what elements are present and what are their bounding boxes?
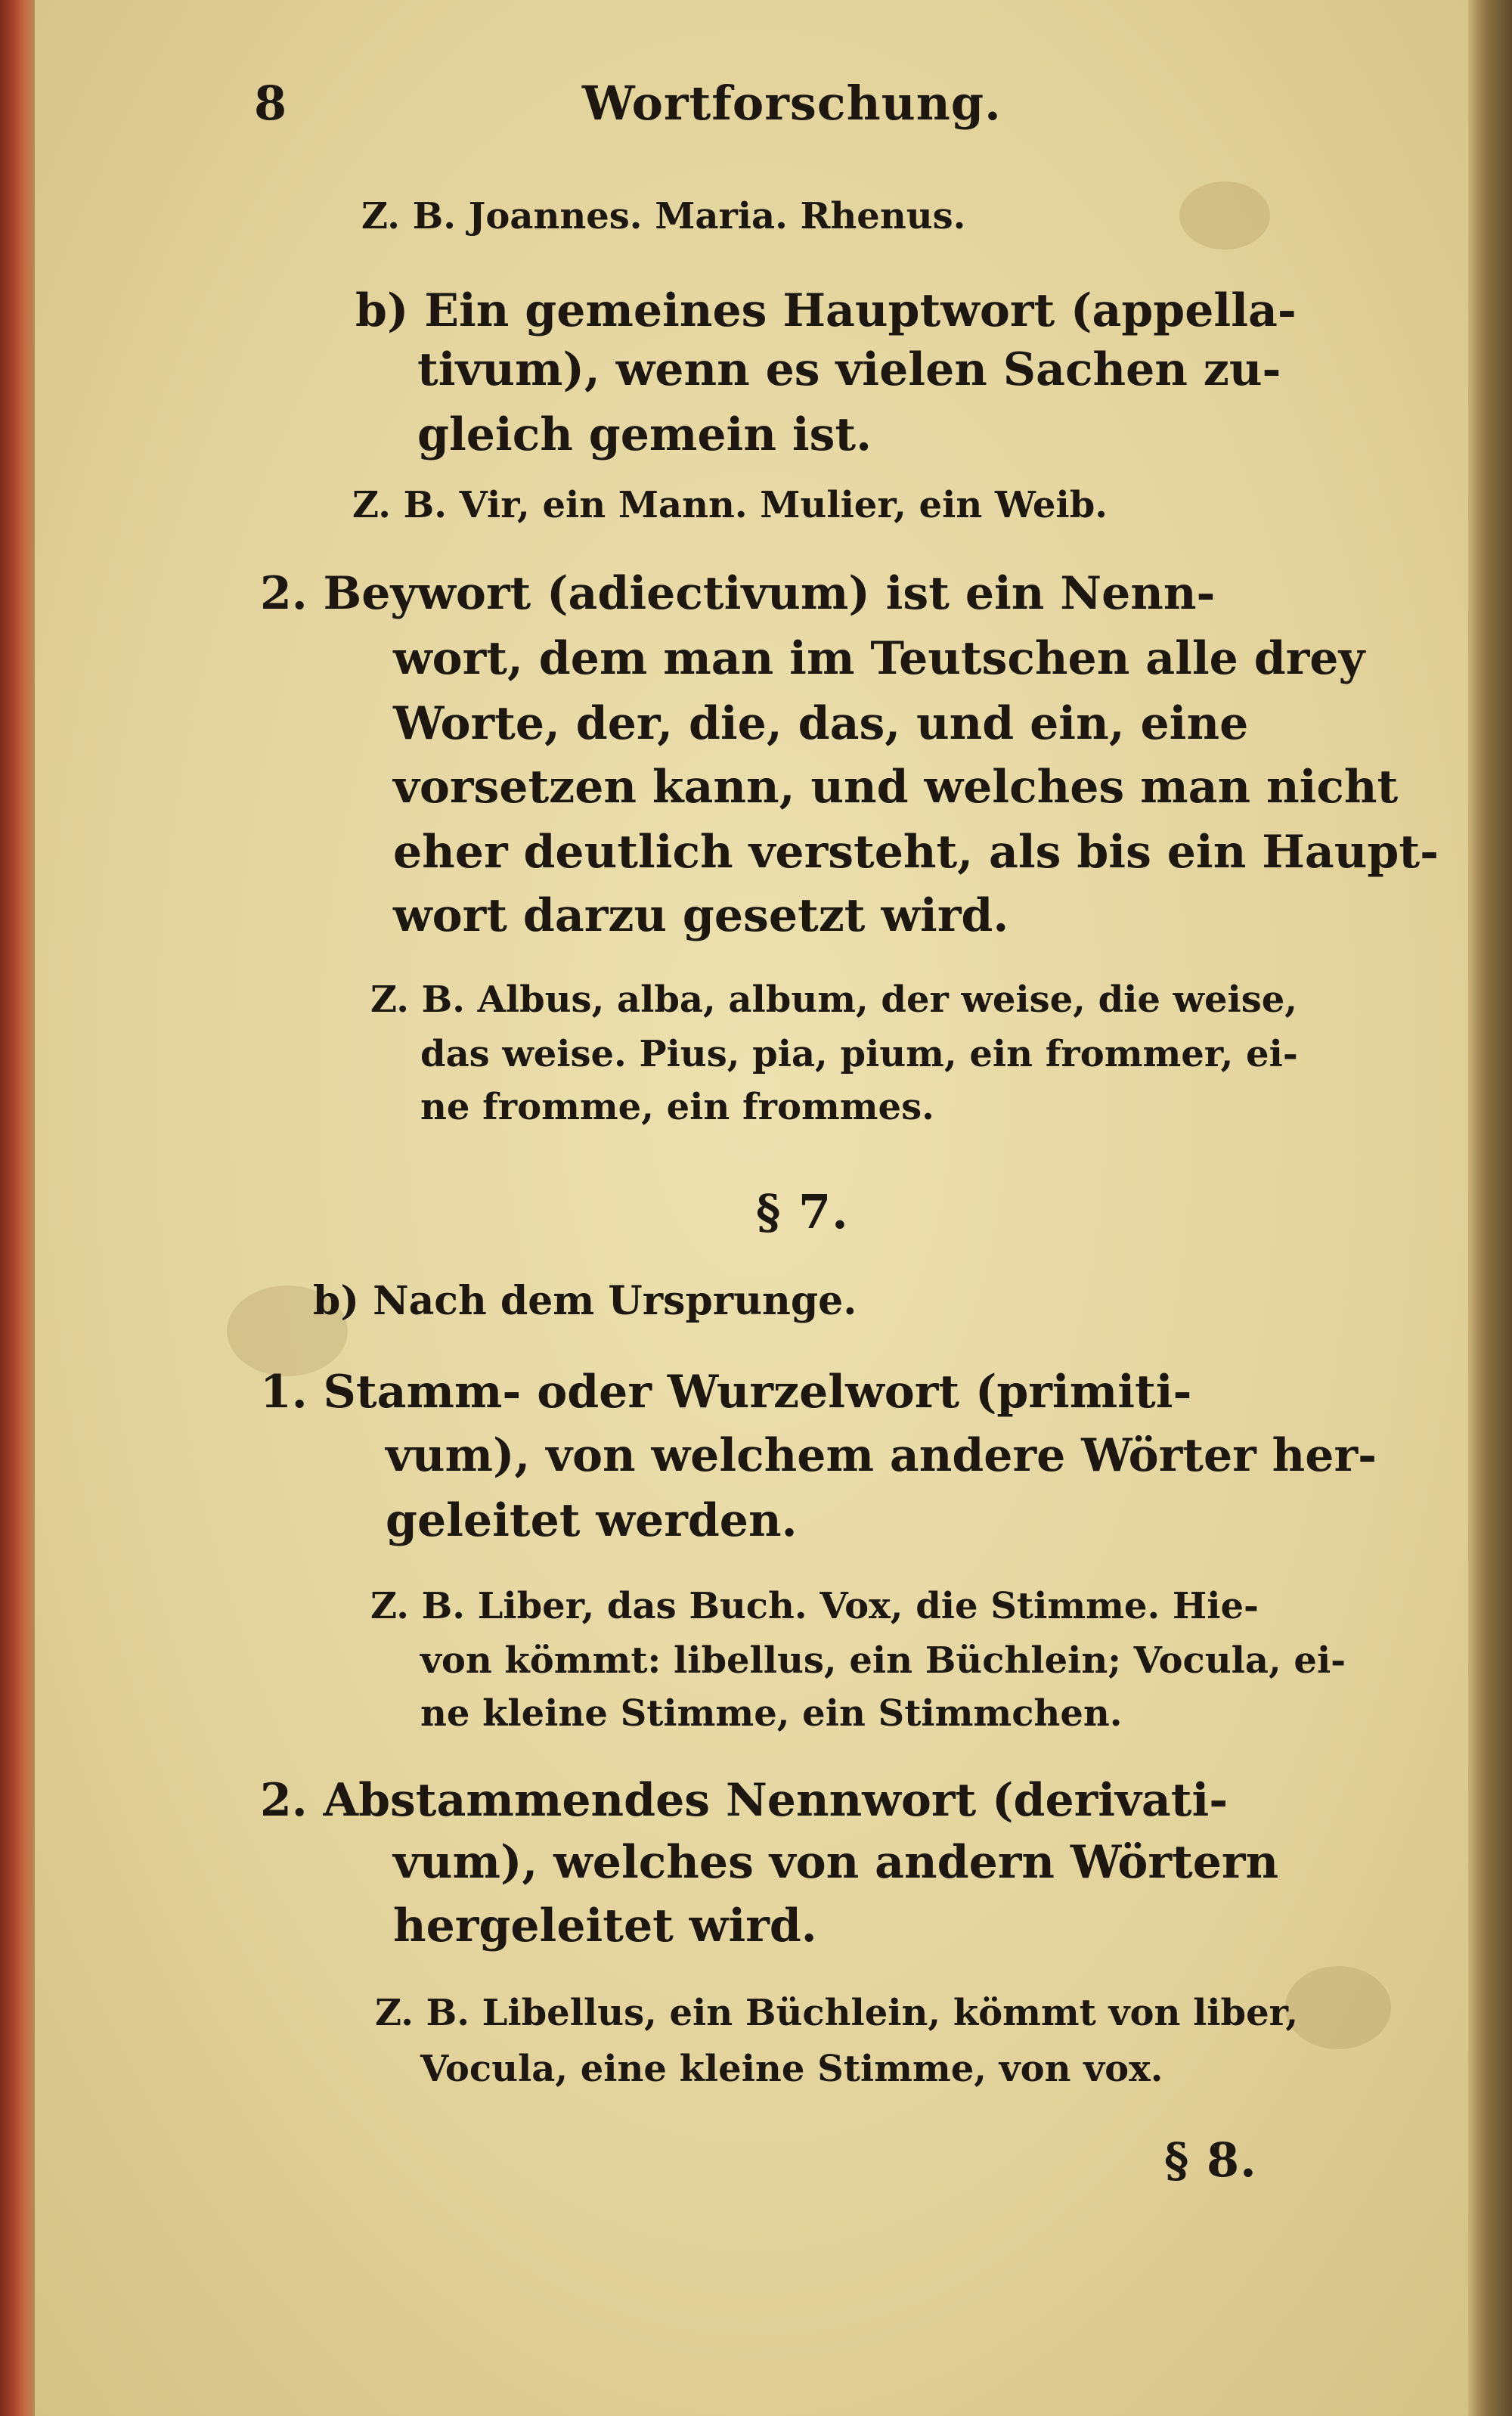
text-line: ne fromme, ein frommes.: [420, 1086, 934, 1128]
text-line: 2. Abstammendes Nennwort (derivati-: [260, 1774, 1228, 1827]
text-line: tivum), wenn es vielen Sachen zu-: [417, 343, 1281, 396]
text-line: das weise. Pius, pia, pium, ein frommer, ei-: [420, 1033, 1298, 1075]
text-line: Vocula, eine kleine Stimme, von vox.: [420, 2048, 1163, 2090]
text-line: geleitet werden.: [386, 1494, 798, 1547]
text-line: Z. B. Vir, ein Mann. Mulier, ein Weib.: [352, 484, 1108, 526]
book-spine-edge: [0, 0, 35, 2416]
text-line: wort, dem man im Teutschen alle drey: [393, 632, 1365, 685]
text-line: hergeleitet wird.: [393, 1900, 817, 1952]
text-line: b) Ein gemeines Hauptwort (appella-: [355, 284, 1297, 337]
text-line: eher deutlich versteht, als bis ein Haupt-: [393, 826, 1439, 879]
text-line: Z. B. Joannes. Maria. Rhenus.: [361, 195, 966, 237]
next-section-catchword: § 8.: [1164, 2132, 1257, 2188]
page-number: 8: [254, 76, 288, 131]
text-line: Z. B. Libellus, ein Büchlein, kömmt von liber,: [375, 1992, 1299, 2034]
text-line: Z. B. Albus, alba, album, der weise, die weise,: [370, 978, 1298, 1021]
section-heading: § 7.: [756, 1184, 849, 1239]
text-line: vum), von welchem andere Wörter her-: [386, 1429, 1377, 1482]
running-title: Wortforschung.: [582, 76, 1002, 131]
text-line: 2. Beywort (adiectivum) ist ein Nenn-: [260, 567, 1216, 620]
text-line: vum), welches von andern Wörtern: [393, 1836, 1279, 1889]
text-line: Z. B. Liber, das Buch. Vox, die Stimme. Hie-: [370, 1585, 1259, 1627]
text-line: ne kleine Stimme, ein Stimmchen.: [420, 1692, 1123, 1735]
text-line: gleich gemein ist.: [417, 408, 872, 461]
page-fore-edge: [1468, 0, 1512, 2416]
text-line: vorsetzen kann, und welches man nicht: [393, 761, 1399, 814]
foxing-stain: [1179, 181, 1270, 250]
text-line: von kömmt: libellus, ein Büchlein; Vocula, ei-: [420, 1639, 1346, 1682]
subsection-heading: b) Nach dem Ursprunge.: [313, 1278, 857, 1324]
text-line: 1. Stamm- oder Wurzelwort (primiti-: [260, 1366, 1192, 1419]
text-line: wort darzu gesetzt wird.: [393, 889, 1009, 942]
foxing-stain: [1285, 1966, 1391, 2049]
text-line: Worte, der, die, das, und ein, eine: [393, 697, 1249, 750]
